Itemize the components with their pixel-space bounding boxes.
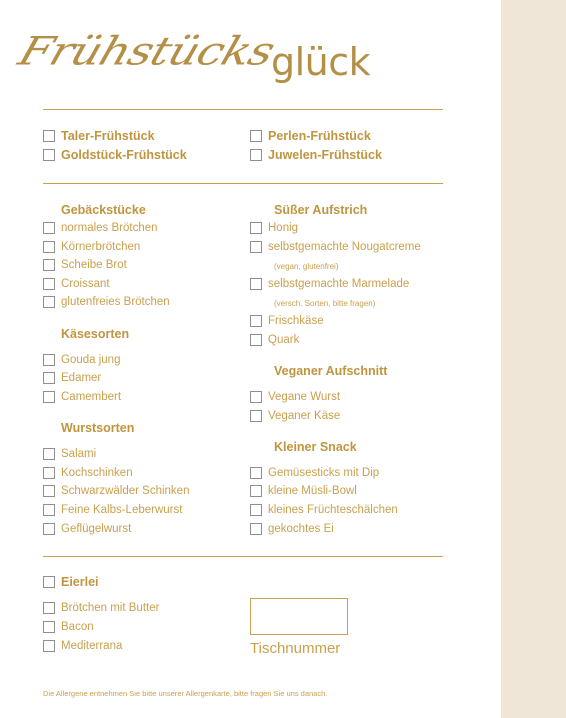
divider (43, 556, 443, 557)
option-kaese[interactable]: Edamer (43, 372, 101, 384)
note-nougat: (vegan, glutenfrei) (274, 262, 339, 271)
option-vegan[interactable]: Vegane Wurst (250, 391, 340, 403)
option-snack[interactable]: gekochtes Ei (250, 523, 334, 535)
option-wurst[interactable]: Geflügelwurst (43, 523, 131, 535)
section-title-snack: Kleiner Snack (274, 440, 357, 454)
checkbox[interactable] (250, 391, 262, 403)
allergen-footer: Die Allergene entnehmen Sie bitte unserer Allergenkarte, bitte fragen Sie uns danach. (43, 689, 328, 698)
checkbox[interactable] (250, 485, 262, 497)
checkbox[interactable] (43, 621, 55, 633)
option-juwelen-fruehstueck[interactable]: Juwelen-Frühstück (250, 148, 382, 162)
option-eierlei-item[interactable]: Bacon (43, 621, 94, 633)
section-title-gebaeck: Gebäckstücke (61, 203, 146, 217)
checkbox[interactable] (43, 576, 55, 588)
option-suess[interactable]: selbstgemachte Marmelade (250, 278, 409, 290)
checkbox[interactable] (43, 523, 55, 535)
checkbox[interactable] (250, 410, 262, 422)
checkbox[interactable] (43, 602, 55, 614)
option-wurst[interactable]: Feine Kalbs-Leberwurst (43, 504, 182, 516)
option-kaese[interactable]: Gouda jung (43, 354, 120, 366)
checkbox[interactable] (250, 467, 262, 479)
checkbox[interactable] (43, 278, 55, 290)
checkbox[interactable] (250, 278, 262, 290)
checkbox[interactable] (43, 222, 55, 234)
checkbox[interactable] (43, 504, 55, 516)
option-gebaeck[interactable]: Croissant (43, 278, 110, 290)
option-suess[interactable]: Honig (250, 222, 298, 234)
checkbox[interactable] (43, 241, 55, 253)
section-title-vegan: Veganer Aufschnitt (274, 364, 388, 378)
option-goldstueck-fruehstueck[interactable]: Goldstück-Frühstück (43, 148, 187, 162)
checkbox[interactable] (43, 130, 55, 142)
checkbox[interactable] (43, 640, 55, 652)
option-eierlei-item[interactable]: Mediterrana (43, 640, 122, 652)
option-gebaeck[interactable]: normales Brötchen (43, 222, 158, 234)
checkbox[interactable] (43, 296, 55, 308)
checkbox[interactable] (250, 334, 262, 346)
checkbox[interactable] (250, 149, 262, 161)
note-marmelade: (versch. Sorten, bitte fragen) (274, 299, 376, 308)
section-title-wurst: Wurstsorten (61, 421, 135, 435)
divider (43, 109, 443, 110)
option-snack[interactable]: kleines Früchteschälchen (250, 504, 398, 516)
section-title-kaese: Käsesorten (61, 327, 130, 341)
option-suess[interactable]: selbstgemachte Nougatcreme (250, 241, 421, 253)
table-number-field[interactable] (250, 598, 348, 635)
table-number-label: Tischnummer (250, 640, 341, 657)
option-perlen-fruehstueck[interactable]: Perlen-Frühstück (250, 129, 371, 143)
brand-plain: glück (271, 40, 371, 84)
divider (43, 183, 443, 184)
checkbox[interactable] (250, 130, 262, 142)
checkbox[interactable] (250, 222, 262, 234)
checkbox[interactable] (43, 467, 55, 479)
checkbox[interactable] (250, 504, 262, 516)
brand-logo (13, 22, 388, 92)
checkbox[interactable] (43, 391, 55, 403)
brand-script: Frühstücks (13, 28, 281, 74)
option-gebaeck[interactable]: Körnerbrötchen (43, 241, 140, 253)
checkbox[interactable] (43, 149, 55, 161)
checkbox[interactable] (43, 372, 55, 384)
option-gebaeck[interactable]: glutenfreies Brötchen (43, 296, 170, 308)
section-title-suess: Süßer Aufstrich (274, 203, 368, 217)
option-kaese[interactable]: Camembert (43, 391, 121, 403)
option-wurst[interactable]: Salami (43, 448, 96, 460)
option-suess[interactable]: Quark (250, 334, 299, 346)
option-vegan[interactable]: Veganer Käse (250, 410, 340, 422)
side-band (501, 0, 566, 718)
option-eierlei[interactable]: Eierlei (43, 575, 99, 589)
checkbox[interactable] (250, 241, 262, 253)
option-snack[interactable]: kleine Müsli-Bowl (250, 485, 357, 497)
checkbox[interactable] (43, 485, 55, 497)
option-wurst[interactable]: Schwarzwälder Schinken (43, 485, 189, 497)
option-gebaeck[interactable]: Scheibe Brot (43, 259, 127, 271)
checkbox[interactable] (43, 448, 55, 460)
checkbox[interactable] (250, 523, 262, 535)
checkbox[interactable] (43, 354, 55, 366)
option-suess[interactable]: Frischkäse (250, 315, 324, 327)
option-snack[interactable]: Gemüsesticks mit Dip (250, 467, 379, 479)
option-taler-fruehstueck[interactable]: Taler-Frühstück (43, 129, 155, 143)
checkbox[interactable] (43, 259, 55, 271)
checkbox[interactable] (250, 315, 262, 327)
option-eierlei-item[interactable]: Brötchen mit Butter (43, 602, 159, 614)
option-wurst[interactable]: Kochschinken (43, 467, 133, 479)
